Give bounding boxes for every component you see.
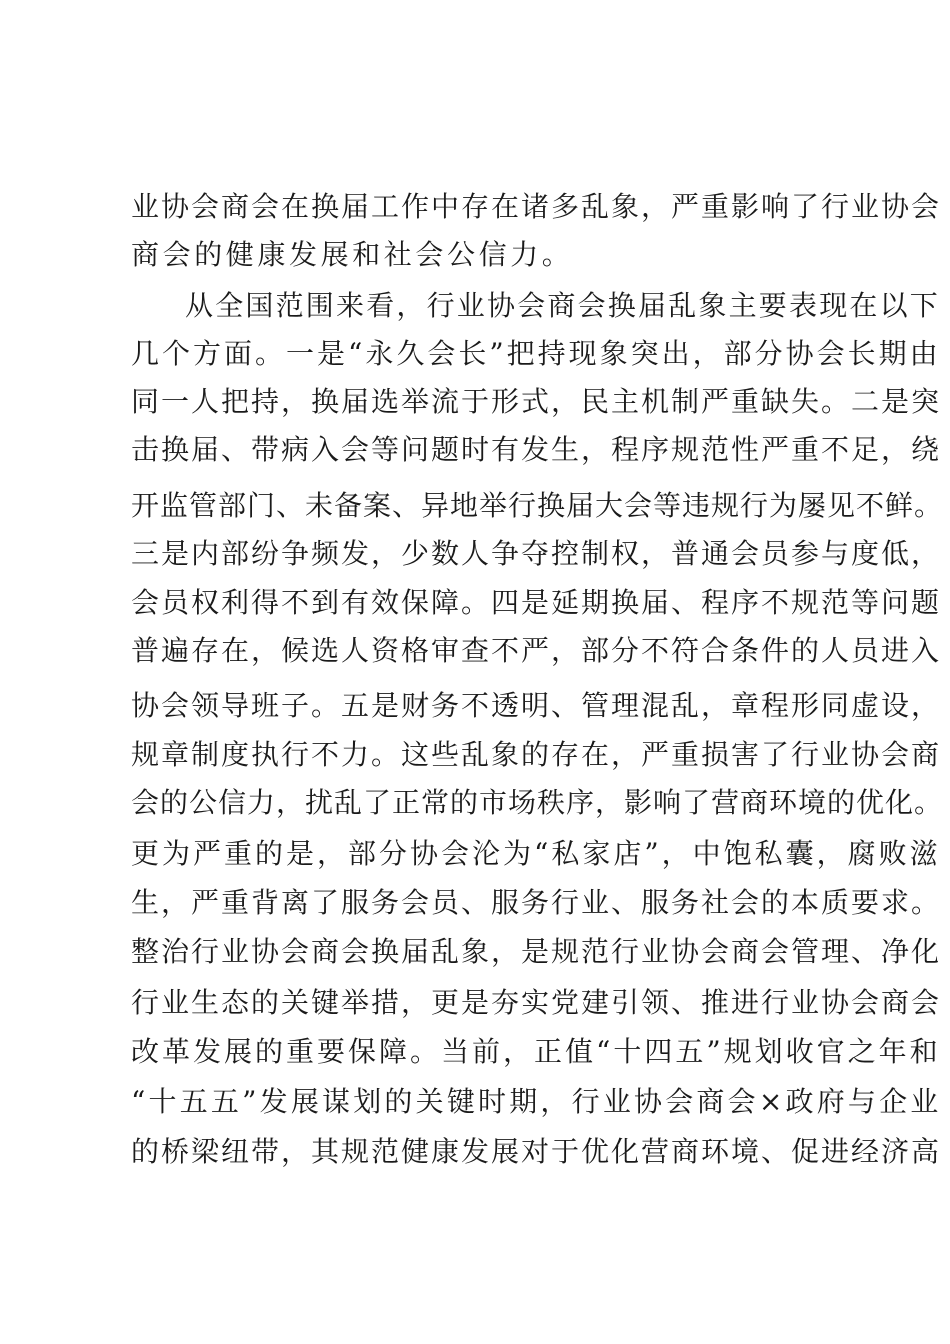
text-line: “十五五”发展谋划的关键时期，行业协会商会×政府与企业 <box>131 1085 942 1118</box>
text-line: 会的公信力，扰乱了正常的市场秩序，影响了营商环境的优化。 <box>131 786 944 819</box>
text-line: 规章制度执行不力。这些乱象的存在，严重损害了行业协会商 <box>131 738 942 771</box>
text-line: 同一人把持，换届选举流于形式，民主机制严重缺失。二是突 <box>131 385 942 418</box>
text-line: 三是内部纷争频发，少数人争夺控制权，普通会员参与度低， <box>131 537 942 570</box>
text-line: 普遍存在，候选人资格审查不严，部分不符合条件的人员进入 <box>131 634 942 667</box>
text-line: 开监管部门、未备案、异地举行换届大会等违规行为屡见不鲜。 <box>131 489 944 522</box>
paragraph-first-line: 从全国范围来看，行业协会商会换届乱象主要表现在以下 <box>185 289 941 322</box>
text-line: 商会的健康发展和社会公信力。 <box>131 238 574 271</box>
text-line: 整治行业协会商会换届乱象，是规范行业协会商会管理、净化 <box>131 935 942 968</box>
text-line: 更为严重的是，部分协会沦为“私家店”，中饱私囊，腐败滋 <box>131 837 941 870</box>
text-line: 几个方面。一是“永久会长”把持现象突出，部分协会长期由 <box>131 337 941 370</box>
text-line: 协会领导班子。五是财务不透明、管理混乱，章程形同虚设， <box>131 689 942 722</box>
text-line: 击换届、带病入会等问题时有发生，程序规范性严重不足，绕 <box>131 433 942 466</box>
text-line: 业协会商会在换届工作中存在诸多乱象，严重影响了行业协会 <box>131 190 942 223</box>
text-line: 会员权利得不到有效保障。四是延期换届、程序不规范等问题 <box>131 586 942 619</box>
text-line: 的桥梁纽带，其规范健康发展对于优化营商环境、促进经济高 <box>131 1135 942 1168</box>
text-line: 行业生态的关键举措，更是夯实党建引领、推进行业协会商会 <box>131 986 942 1019</box>
text-line: 改革发展的重要保障。当前，正值“十四五”规划收官之年和 <box>131 1035 941 1068</box>
text-line: 生，严重背离了服务会员、服务行业、服务社会的本质要求。 <box>131 886 942 919</box>
